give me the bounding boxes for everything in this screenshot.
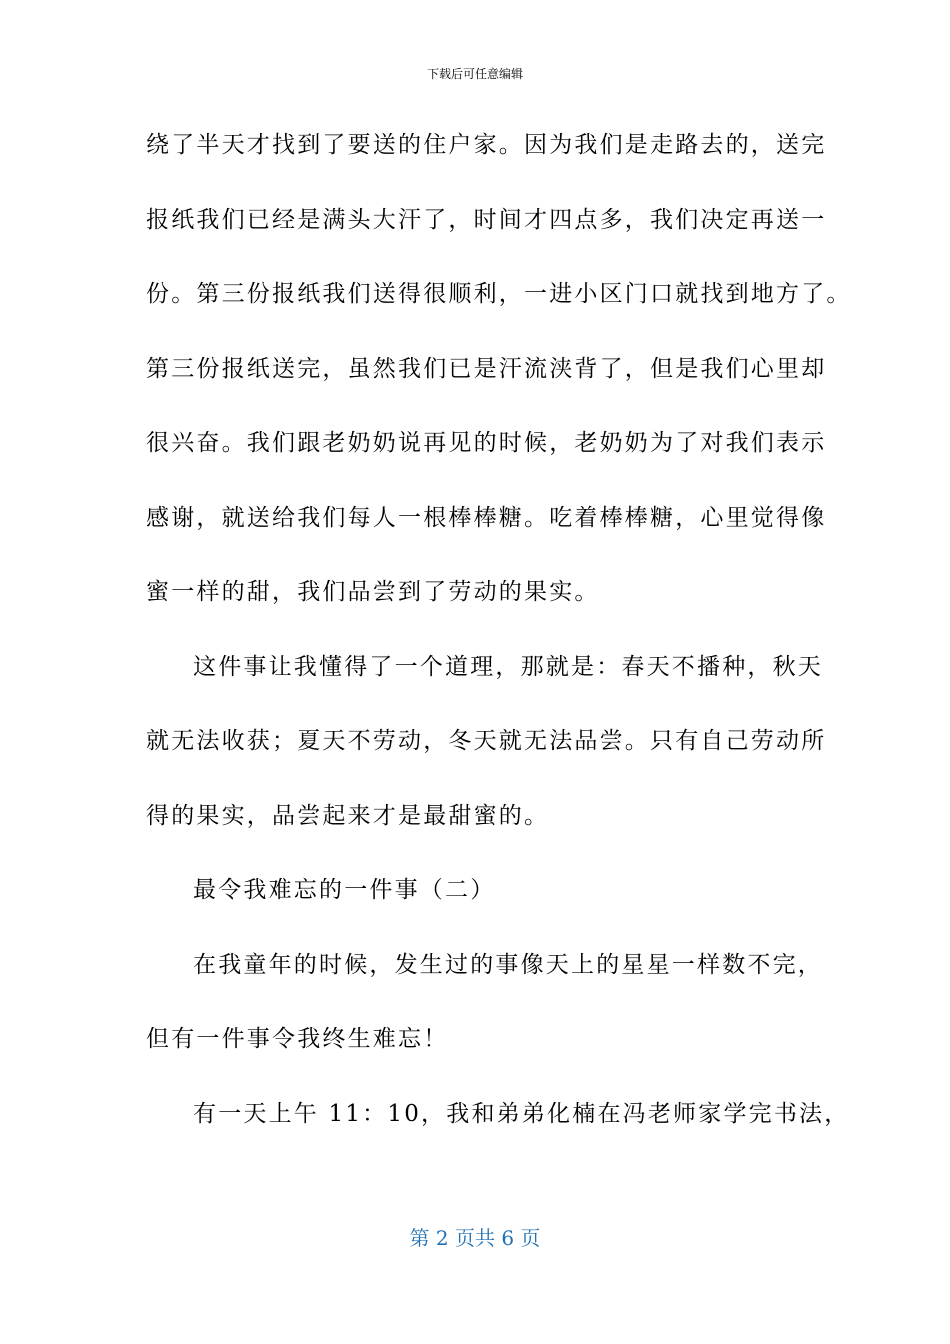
paragraph-line: 报纸我们已经是满头大汗了，时间才四点多，我们决定再送一 [146,206,827,233]
paragraph-line: 份。第三份报纸我们送得很顺利，一进小区门口就找到地方了。 [146,281,852,307]
paragraph-line: 感谢，就送给我们每人一根棒棒糖。吃着棒棒糖，心里觉得像 [146,504,827,531]
paragraph-line: 这件事让我懂得了一个道理，那就是：春天不播种，秋天 [193,653,823,680]
paragraph-line: 很兴奋。我们跟老奶奶说再见的时候，老奶奶为了对我们表示 [146,430,827,456]
paragraph-line: 就无法收获；夏天不劳动，冬天就无法品尝。只有自己劳动所 [146,728,827,754]
paragraph-line: 有一天上午 11：10，我和弟弟化楠在冯老师家学完书法， [193,1100,850,1127]
paragraph-line: 得的果实，品尝起来才是最甜蜜的。 [146,802,550,829]
paragraph-line: 绕了半天才找到了要送的住户家。因为我们是走路去的，送完 [146,132,827,158]
document-body [146,119,852,1162]
paragraph-line: 但有一件事令我终生难忘！ [146,1026,449,1052]
paragraph-line: 在我童年的时候，发生过的事像天上的星星一样数不完， [193,951,823,978]
page-footer: 第 2 页共 6 页 [409,1226,541,1250]
section-title: 最令我难忘的一件事（二） [193,877,496,903]
page-header: 下载后可任意编辑 [426,67,523,81]
paragraph-line: 蜜一样的甜，我们品尝到了劳动的果实。 [146,579,600,605]
paragraph-line: 第三份报纸送完，虽然我们已是汗流浃背了，但是我们心里却 [146,355,827,382]
